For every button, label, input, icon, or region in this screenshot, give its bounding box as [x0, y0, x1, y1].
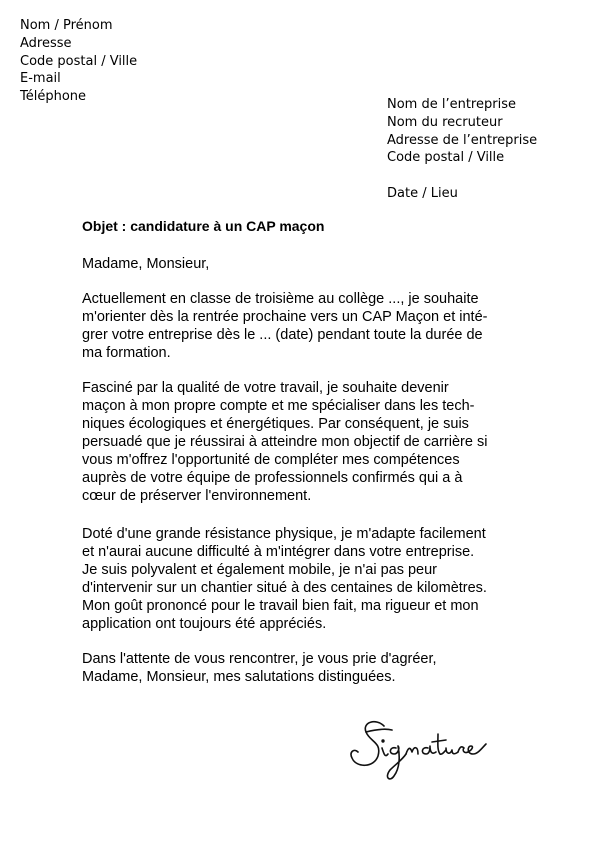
recipient-recruiter: Nom du recruteur [387, 114, 503, 130]
paragraph-line: Je suis polyvalent et également mobile, je n'ai pas peur [82, 562, 438, 578]
paragraph-line: Dans l'attente de vous rencontrer, je vous prie d'agréer, [82, 651, 437, 667]
sender-phone: Téléphone [20, 89, 87, 105]
recipient-block [387, 96, 537, 167]
paragraph-2 [82, 379, 487, 505]
paragraph-line: Fasciné par la qualité de votre travail, je souhaite devenir [82, 380, 449, 396]
paragraph-line: ma formation. [82, 345, 171, 361]
paragraph-line: auprès de votre équipe de professionnels confirmés qui a à [82, 470, 463, 486]
paragraph-line: maçon à mon propre compte et me spécialiser dans les tech- [82, 398, 475, 414]
paragraph-1 [82, 290, 487, 362]
sender-address: Adresse [20, 35, 72, 51]
sender-name: Nom / Prénom [20, 18, 113, 33]
paragraph-3 [82, 525, 487, 633]
paragraph-line: grer votre entreprise dès le ... (date) pendant toute la durée de [82, 327, 483, 343]
paragraph-line: application ont toujours été appréciés. [82, 616, 327, 632]
paragraph-4 [82, 650, 437, 686]
paragraph-line: d'intervenir sur un chantier situé à des centaines de kilomètres. [82, 580, 487, 596]
handwritten-signature [340, 712, 490, 792]
letter-subject: Objet : candidature à un CAP maçon [82, 218, 325, 234]
paragraph-line: niques écologiques et énergétiques. Par conséquent, je suis [82, 416, 469, 432]
paragraph-line: m'orienter dès la rentrée prochaine vers un CAP Maçon et inté- [82, 309, 488, 325]
sender-postcode-city: Code postal / Ville [20, 53, 138, 69]
paragraph-line: Mon goût prononcé pour le travail bien fait, ma rigueur et mon [82, 598, 479, 614]
sender-block [20, 17, 137, 106]
recipient-address: Adresse de l’entreprise [387, 132, 538, 148]
paragraph-line: persuadé que je réussirai à atteindre mon objectif de carrière si [82, 434, 488, 450]
paragraph-line: et n'aurai aucune difficulté à m'intégrer dans votre entreprise. [82, 544, 475, 560]
date-place: Date / Lieu [387, 186, 458, 201]
paragraph-line: Doté d'une grande résistance physique, je m'adapte facilement [82, 526, 486, 542]
salutation: Madame, Monsieur, [82, 256, 210, 272]
sender-email: E-mail [20, 71, 61, 87]
paragraph-line: cœur de préserver l'environnement. [82, 488, 312, 504]
paragraph-line: Actuellement en classe de troisième au collège ..., je souhaite [82, 291, 479, 307]
recipient-postcode-city: Code postal / Ville [387, 150, 505, 166]
paragraph-line: vous m'offrez l'opportunité de compléter mes compétences [82, 452, 460, 468]
paragraph-line: Madame, Monsieur, mes salutations distinguées. [82, 669, 396, 685]
recipient-company: Nom de l’entreprise [387, 97, 516, 112]
